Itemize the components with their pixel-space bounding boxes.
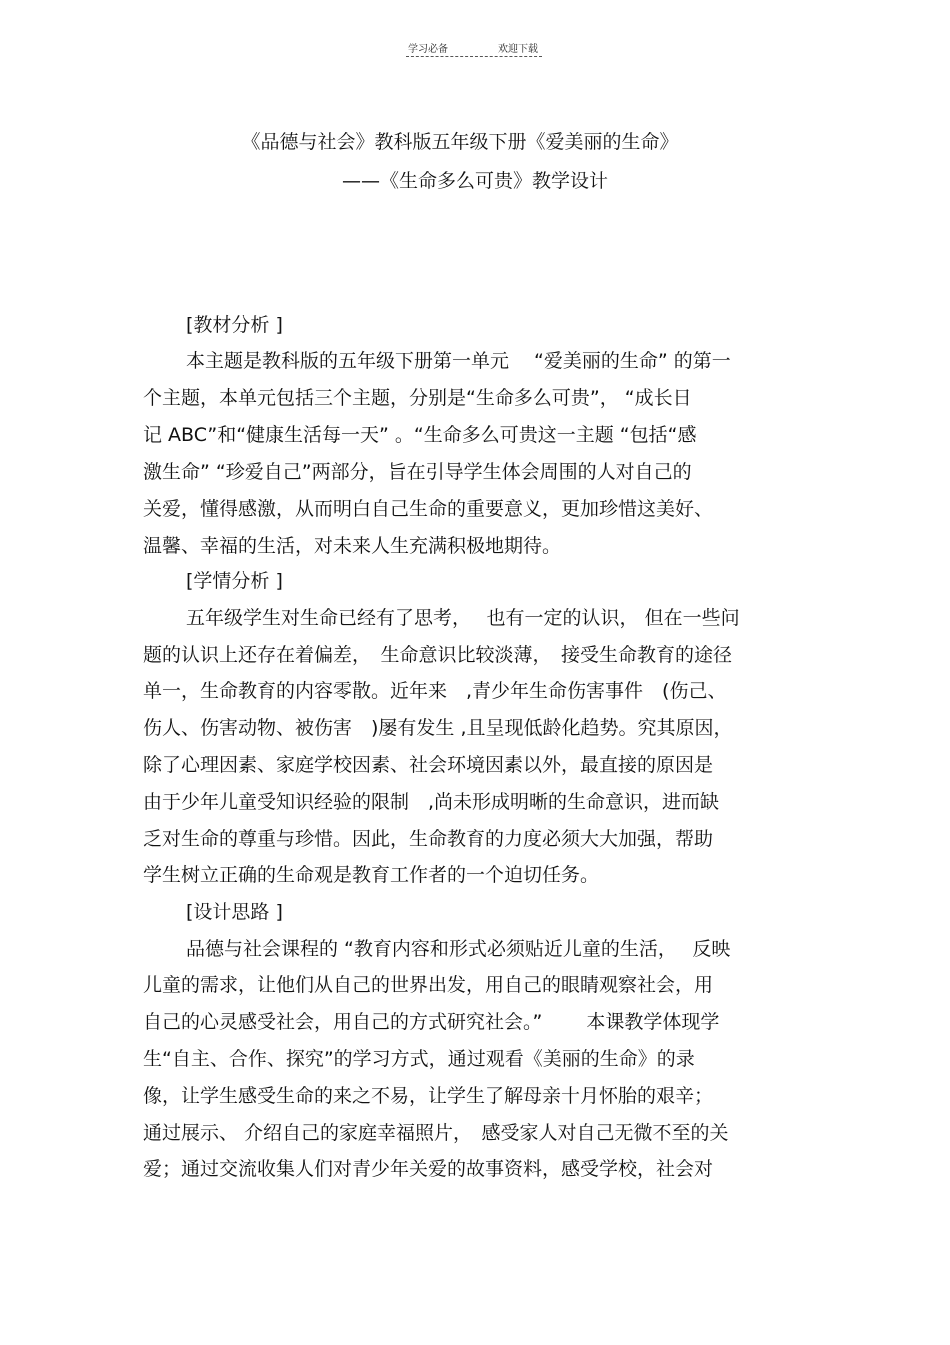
paragraph-line: 记 ABC”和“健康生活每一天” 。“生命多么可贵这一主题 “包括“感 (143, 424, 697, 446)
paragraph-line: 关爱，懂得感激，从而明白自己生命的重要意义，更加珍惜这美好、 (143, 498, 714, 520)
section-heading-design-idea: [设计思路 ] (186, 901, 283, 923)
paragraph-line: 除了心理因素、家庭学校因素、社会环境因素以外，最直接的原因是 (143, 754, 714, 776)
paragraph-line: 伤人、伤害动物、被伤害 )屡有发生 ,且呈现低龄化趋势。究其原因， (143, 717, 733, 739)
paragraph-line: 本主题是教科版的五年级下册第一单元 “爱美丽的生命” 的第一 (186, 350, 731, 372)
header-left-text: 学习必备 (408, 44, 448, 55)
paragraph-line: 个主题，本单元包括三个主题，分别是“生命多么可贵”， “成长日 (143, 387, 692, 409)
paragraph-line: 爱；通过交流收集人们对青少年关爱的故事资料，感受学校，社会对 (143, 1158, 714, 1180)
paragraph-line: 学生树立正确的生命观是教育工作者的一个迫切任务。 (143, 864, 600, 886)
paragraph-line: 像，让学生感受生命的来之不易，让学生了解母亲十月怀胎的艰辛； (143, 1085, 714, 1107)
paragraph-line: 由于少年儿童受知识经验的限制 ,尚未形成明晰的生命意识，进而缺 (143, 791, 720, 813)
paragraph-line: 生“自主、合作、探究”的学习方式，通过观看《美丽的生命》的录 (143, 1048, 695, 1070)
page-header (406, 36, 542, 57)
paragraph-line: 温馨、幸福的生活，对未来人生充满积极地期待。 (143, 535, 562, 557)
document-title: 《品德与社会》教科版五年级下册《爱美丽的生命》 (241, 131, 679, 153)
header-right-text: 欢迎下载 (498, 44, 538, 55)
section-heading-textbook-analysis: [教材分析 ] (186, 314, 283, 336)
section-heading-student-analysis: [学情分析 ] (186, 570, 283, 592)
paragraph-line: 品德与社会课程的 “教育内容和形式必须贴近儿童的生活， 反映 (186, 938, 731, 960)
paragraph-line: 通过展示、 介绍自己的家庭幸福照片， 感受家人对自己无微不至的关 (143, 1122, 729, 1144)
paragraph-line: 题的认识上还存在着偏差， 生命意识比较淡薄， 接受生命教育的途径 (143, 644, 733, 666)
paragraph-line: 激生命” “珍爱自己”两部分，旨在引导学生体会周围的人对自己的 (143, 461, 692, 483)
paragraph-line: 乏对生命的尊重与珍惜。因此，生命教育的力度必须大大加强，帮助 (143, 828, 714, 850)
paragraph-line: 五年级学生对生命已经有了思考， 也有一定的认识， 但在一些问 (186, 607, 740, 629)
paragraph-line: 单一，生命教育的内容零散。近年来 ,青少年生命伤害事件 (伤己、 (143, 680, 727, 702)
paragraph-line: 自己的心灵感受社会，用自己的方式研究社会。” 本课教学体现学 (143, 1011, 720, 1033)
paragraph-line: 儿童的需求，让他们从自己的世界出发，用自己的眼睛观察社会，用 (143, 974, 714, 996)
document-subtitle: ——《生命多么可贵》教学设计 (341, 170, 608, 192)
